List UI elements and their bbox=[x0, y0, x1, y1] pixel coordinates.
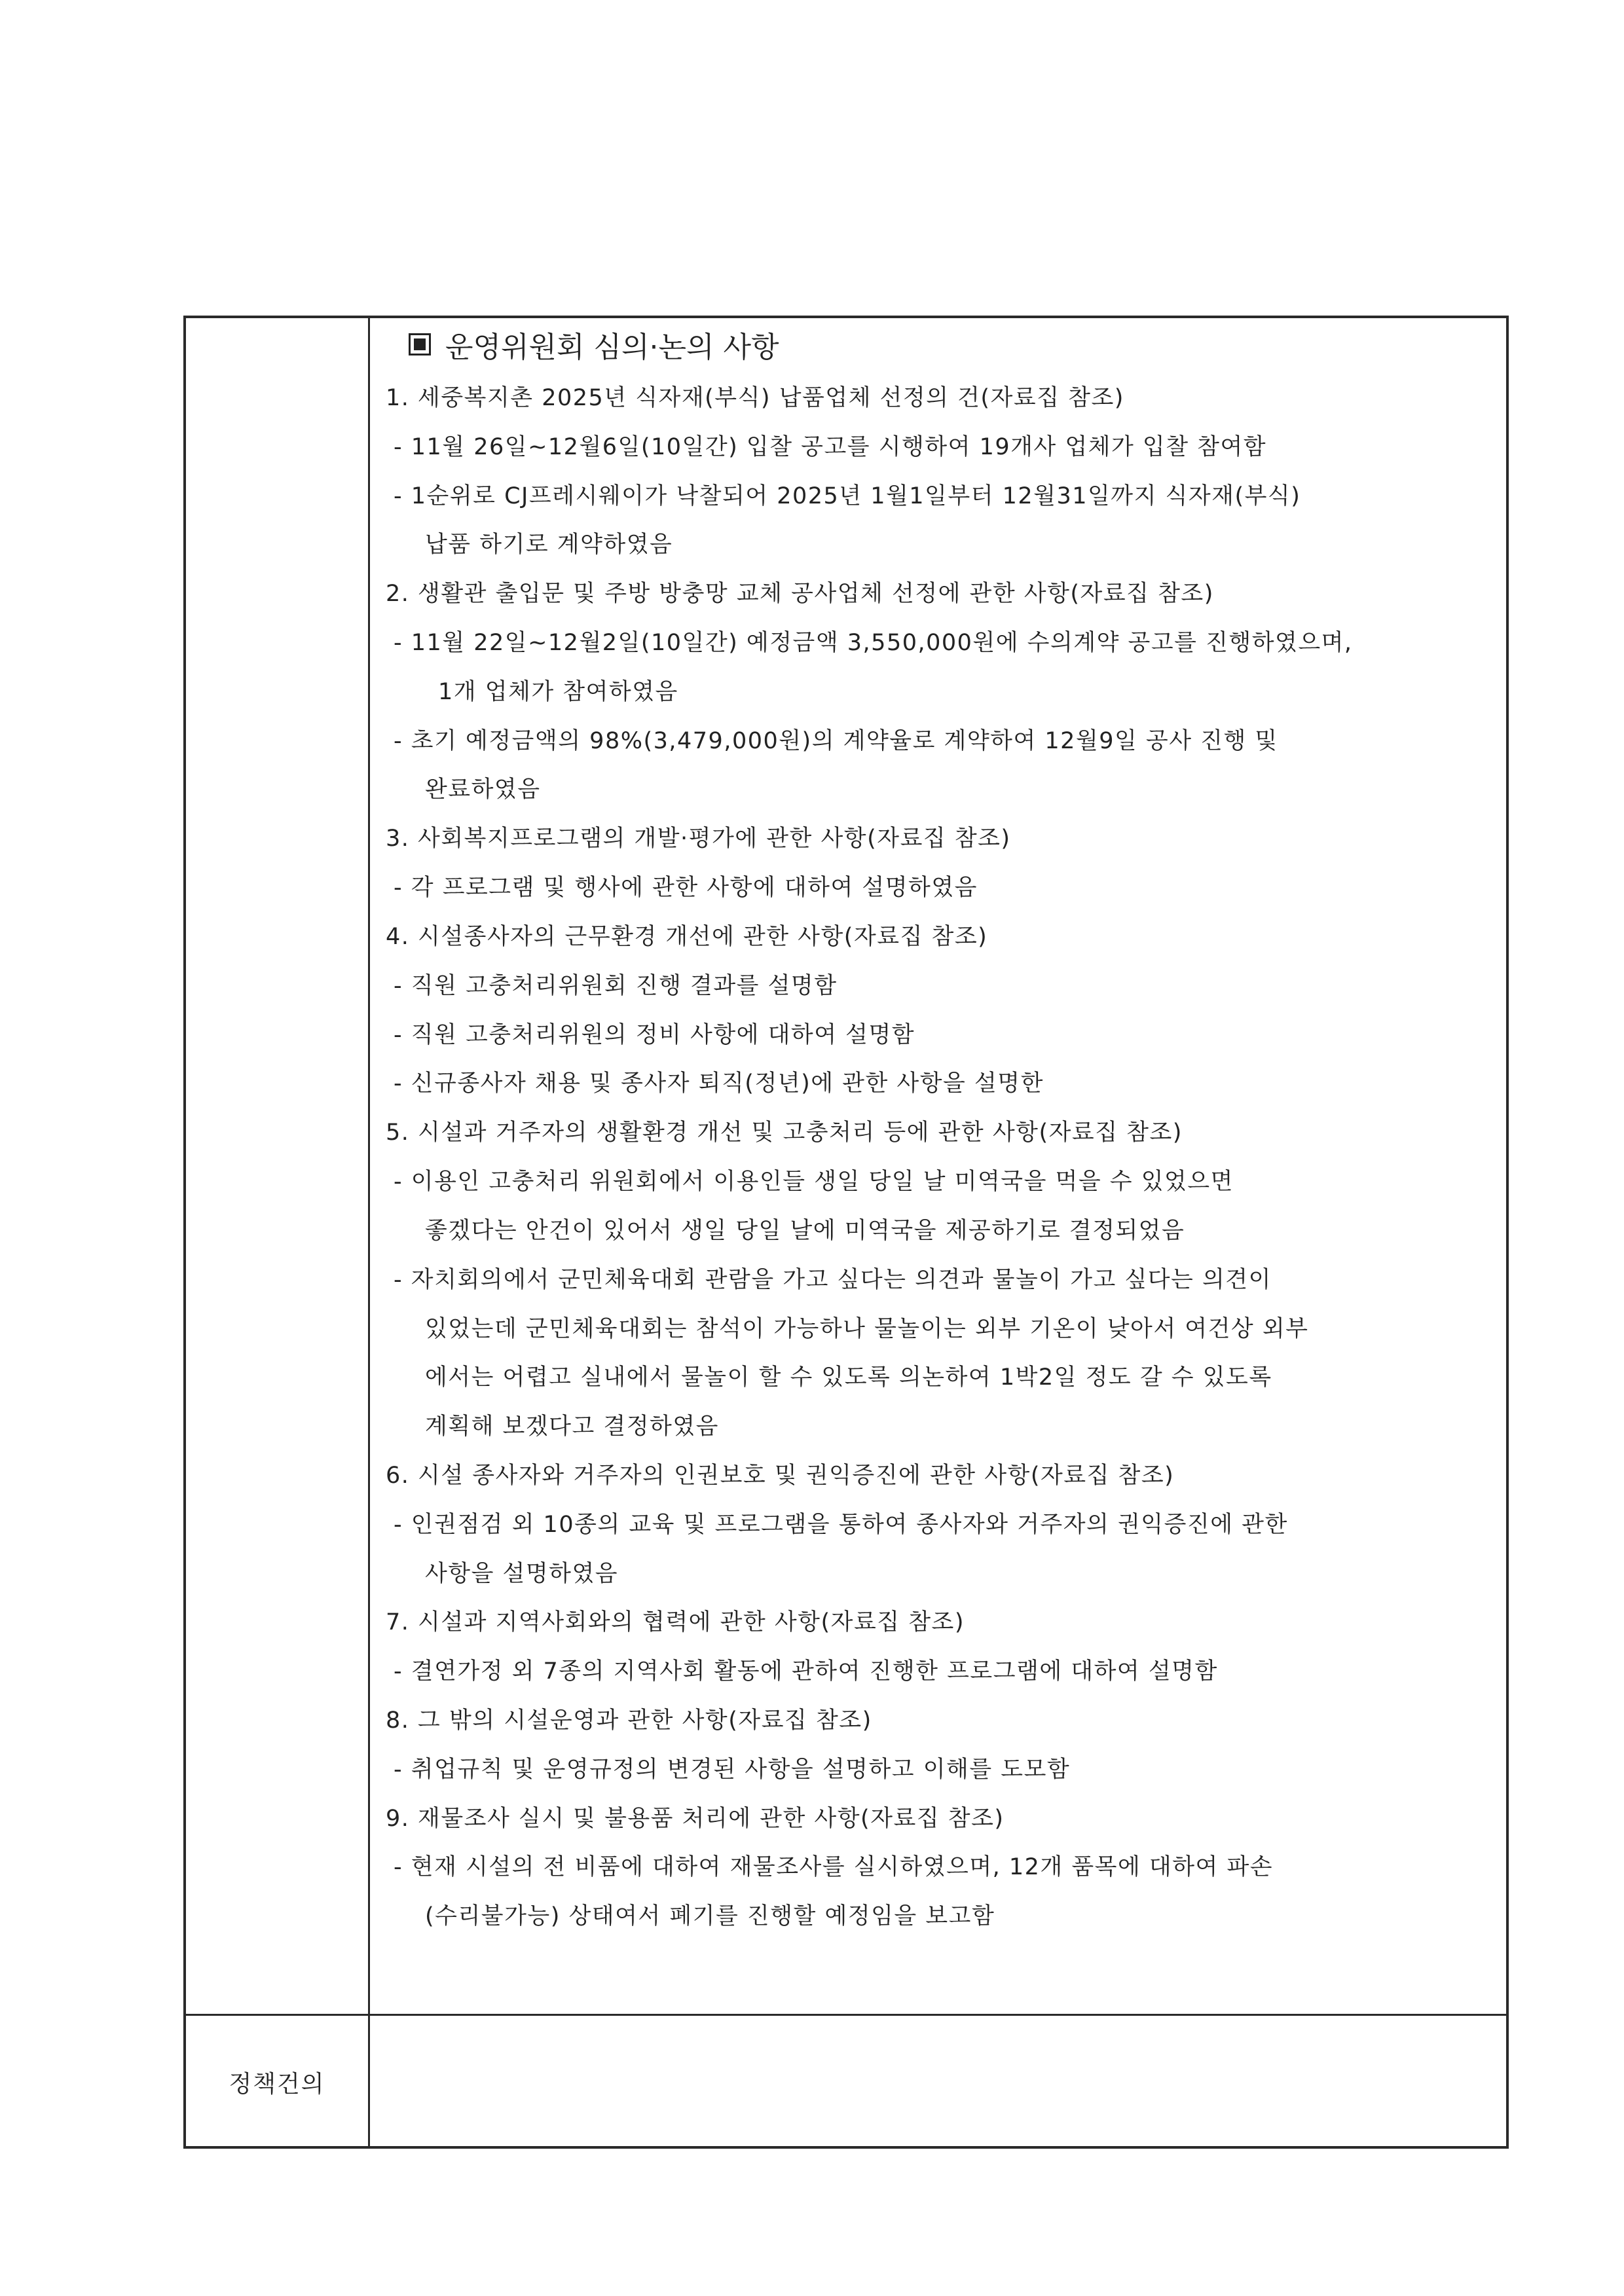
item-detail: - 1순위로 CJ프레시웨이가 낙찰되어 2025년 1월1일부터 12월31일까지 식자재(부식) bbox=[394, 483, 1301, 509]
column-divider bbox=[368, 318, 370, 2146]
section-heading-text: 운영위원회 심의·논의 사항 bbox=[445, 331, 779, 364]
section-heading bbox=[409, 323, 779, 365]
item-detail: - 초기 예정금액의 98%(3,479,000원)의 계약율로 계약하여 12월9일 공사 진행 및 bbox=[394, 728, 1278, 754]
item-detail: - 취업규칙 및 운영규정의 변경된 사항을 설명하고 이해를 도모함 bbox=[394, 1757, 1071, 1783]
item-title: 9. 재물조사 실시 및 불용품 처리에 관한 사항(자료집 참조) bbox=[386, 1806, 1005, 1832]
item-title: 7. 시설과 지역사회와의 협력에 관한 사항(자료집 참조) bbox=[386, 1609, 965, 1635]
item-detail-continued: 에서는 어렵고 실내에서 물놀이 할 수 있도록 의논하여 1박2일 정도 갈 수 있도록 bbox=[425, 1364, 1272, 1391]
item-title: 2. 생활관 출입문 및 주방 방충망 교체 공사업체 선정에 관한 사항(자료집 참조) bbox=[386, 581, 1214, 607]
item-detail-continued: 있었는데 군민체육대회는 참석이 가능하나 물놀이는 외부 기온이 낮아서 여건상 외부 bbox=[425, 1316, 1309, 1342]
item-detail: - 각 프로그램 및 행사에 관한 사항에 대하여 설명하였음 bbox=[394, 875, 978, 901]
item-detail-continued: 1개 업체가 참여하였음 bbox=[438, 679, 678, 705]
item-detail: - 결연가정 외 7종의 지역사회 활동에 관하여 진행한 프로그램에 대하여 설명함 bbox=[394, 1658, 1218, 1685]
item-detail: - 11월 22일~12월2일(10일간) 예정금액 3,550,000원에 수의계약 공고를 진행하였으며, bbox=[394, 630, 1353, 656]
item-detail: - 직원 고충처리위원회 진행 결과를 설명함 bbox=[394, 973, 838, 999]
item-detail: - 자치회의에서 군민체육대회 관람을 가고 싶다는 의견과 물놀이 가고 싶다는 의견이 bbox=[394, 1267, 1272, 1293]
item-detail: - 인권점검 외 10종의 교육 및 프로그램을 통하여 종사자와 거주자의 권익증진에 관한 bbox=[394, 1512, 1288, 1538]
item-title: 5. 시설과 거주자의 생활환경 개선 및 고충처리 등에 관한 사항(자료집 참조) bbox=[386, 1120, 1183, 1146]
filled-square-icon bbox=[409, 333, 431, 355]
item-detail: - 이용인 고충처리 위원회에서 이용인들 생일 당일 날 미역국을 먹을 수 있었으면 bbox=[394, 1169, 1234, 1195]
item-detail: - 11월 26일~12월6일(10일간) 입찰 공고를 시행하여 19개사 업체가 입찰 참여함 bbox=[394, 434, 1267, 460]
item-title: 1. 세중복지촌 2025년 식자재(부식) 납품업체 선정의 건(자료집 참조) bbox=[386, 385, 1124, 411]
item-title: 6. 시설 종사자와 거주자의 인권보호 및 권익증진에 관한 사항(자료집 참조) bbox=[386, 1463, 1175, 1489]
minutes-table bbox=[183, 316, 1509, 2149]
item-detail-continued: (수리불가능) 상태여서 폐기를 진행할 예정임을 보고함 bbox=[425, 1903, 995, 1929]
item-detail: - 직원 고충처리위원의 정비 사항에 대하여 설명함 bbox=[394, 1022, 915, 1048]
item-detail-continued: 좋겠다는 안건이 있어서 생일 당일 날에 미역국을 제공하기로 결정되었음 bbox=[425, 1218, 1185, 1244]
item-detail: - 신규종사자 채용 및 종사자 퇴직(정년)에 관한 사항을 설명한 bbox=[394, 1070, 1044, 1097]
item-title: 3. 사회복지프로그램의 개발·평가에 관한 사항(자료집 참조) bbox=[386, 826, 1011, 852]
row-divider bbox=[186, 2014, 1506, 2016]
item-title: 4. 시설종사자의 근무환경 개선에 관한 사항(자료집 참조) bbox=[386, 924, 988, 950]
item-detail: - 현재 시설의 전 비품에 대하여 재물조사를 실시하였으며, 12개 품목에 대하여 파손 bbox=[394, 1854, 1274, 1880]
item-detail-continued: 납품 하기로 계약하였음 bbox=[425, 532, 673, 558]
policy-label: 정책건의 bbox=[229, 2071, 325, 2098]
item-title: 8. 그 밖의 시설운영과 관한 사항(자료집 참조) bbox=[386, 1707, 872, 1734]
item-detail-continued: 사항을 설명하였음 bbox=[425, 1561, 619, 1587]
item-detail-continued: 완료하였음 bbox=[425, 776, 541, 803]
item-detail-continued: 계획해 보겠다고 결정하였음 bbox=[425, 1413, 719, 1440]
